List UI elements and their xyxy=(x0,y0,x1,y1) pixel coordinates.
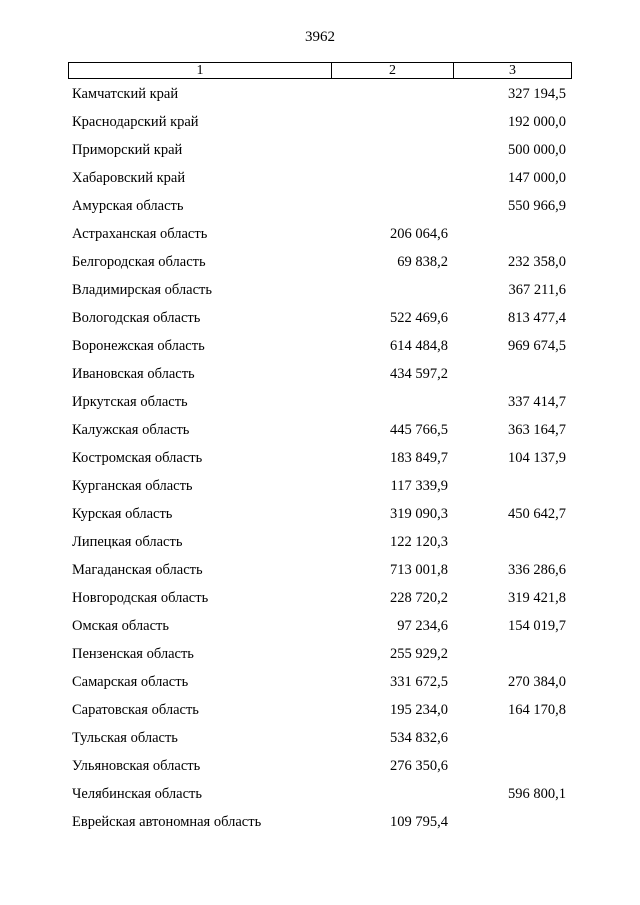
region-name: Еврейская автономная область xyxy=(72,814,262,830)
region-name: Липецкая область xyxy=(72,534,183,550)
table-row xyxy=(0,810,640,838)
table-row xyxy=(0,334,640,362)
value-column-2: 195 234,0 xyxy=(390,702,448,718)
region-name: Воронежская область xyxy=(72,338,205,354)
value-column-3: 270 384,0 xyxy=(508,674,566,690)
value-column-3: 104 137,9 xyxy=(508,450,566,466)
value-column-3: 154 019,7 xyxy=(508,618,566,634)
table-row xyxy=(0,782,640,810)
value-column-2: 276 350,6 xyxy=(390,758,448,774)
column-header-1: 1 xyxy=(69,63,332,79)
column-header-3: 3 xyxy=(454,63,572,79)
value-column-3: 336 286,6 xyxy=(508,562,566,578)
table-row xyxy=(0,614,640,642)
value-column-2: 319 090,3 xyxy=(390,506,448,522)
table-row xyxy=(0,446,640,474)
value-column-3: 337 414,7 xyxy=(508,394,566,410)
region-name: Приморский край xyxy=(72,142,183,158)
table-row xyxy=(0,418,640,446)
value-column-2: 614 484,8 xyxy=(390,338,448,354)
region-name: Курганская область xyxy=(72,478,193,494)
region-name: Омская область xyxy=(72,618,169,634)
value-column-3: 319 421,8 xyxy=(508,590,566,606)
table-row xyxy=(0,642,640,670)
table-row xyxy=(0,670,640,698)
value-column-2: 117 339,9 xyxy=(390,478,448,494)
table-row xyxy=(0,754,640,782)
table-row xyxy=(0,222,640,250)
value-column-3: 232 358,0 xyxy=(508,254,566,270)
value-column-2: 122 120,3 xyxy=(390,534,448,550)
value-column-3: 327 194,5 xyxy=(508,86,566,102)
table-row xyxy=(0,390,640,418)
value-column-3: 367 211,6 xyxy=(508,282,566,298)
table-row xyxy=(0,138,640,166)
region-name: Вологодская область xyxy=(72,310,201,326)
value-column-3: 500 000,0 xyxy=(508,142,566,158)
table-row xyxy=(0,82,640,110)
region-name: Магаданская область xyxy=(72,562,203,578)
value-column-3: 550 966,9 xyxy=(508,198,566,214)
region-name: Новгородская область xyxy=(72,590,209,606)
value-column-2: 97 234,6 xyxy=(397,618,448,634)
region-name: Тульская область xyxy=(72,730,178,746)
page-number: 3962 xyxy=(305,29,335,45)
region-name: Амурская область xyxy=(72,198,184,214)
value-column-2: 109 795,4 xyxy=(390,814,448,830)
value-column-2: 331 672,5 xyxy=(390,674,448,690)
region-name: Курская область xyxy=(72,506,173,522)
value-column-3: 192 000,0 xyxy=(508,114,566,130)
table-row xyxy=(0,726,640,754)
value-column-2: 713 001,8 xyxy=(390,562,448,578)
region-name: Иркутская область xyxy=(72,394,188,410)
table-row xyxy=(0,530,640,558)
table-row xyxy=(0,558,640,586)
value-column-2: 69 838,2 xyxy=(397,254,448,270)
region-name: Саратовская область xyxy=(72,702,199,718)
table-row xyxy=(0,110,640,138)
region-name: Костромская область xyxy=(72,450,203,466)
value-column-3: 363 164,7 xyxy=(508,422,566,438)
region-name: Калужская область xyxy=(72,422,190,438)
table-row xyxy=(0,586,640,614)
region-name: Челябинская область xyxy=(72,786,202,802)
value-column-2: 228 720,2 xyxy=(390,590,448,606)
region-name: Пензенская область xyxy=(72,646,194,662)
region-name: Астраханская область xyxy=(72,226,208,242)
value-column-3: 164 170,8 xyxy=(508,702,566,718)
table-row xyxy=(0,278,640,306)
value-column-3: 450 642,7 xyxy=(508,506,566,522)
region-name: Самарская область xyxy=(72,674,189,690)
region-name: Ивановская область xyxy=(72,366,195,382)
table-row xyxy=(0,194,640,222)
value-column-2: 206 064,6 xyxy=(390,226,448,242)
value-column-3: 813 477,4 xyxy=(508,310,566,326)
column-header-2: 2 xyxy=(332,63,454,79)
region-name: Ульяновская область xyxy=(72,758,201,774)
table-row xyxy=(0,362,640,390)
column-header-table xyxy=(68,62,572,79)
region-name: Белгородская область xyxy=(72,254,206,270)
value-column-3: 969 674,5 xyxy=(508,338,566,354)
table-row xyxy=(0,166,640,194)
table-row xyxy=(0,250,640,278)
value-column-2: 534 832,6 xyxy=(390,730,448,746)
value-column-2: 183 849,7 xyxy=(390,450,448,466)
value-column-2: 434 597,2 xyxy=(390,366,448,382)
table-row xyxy=(0,698,640,726)
region-name: Камчатский край xyxy=(72,86,179,102)
value-column-3: 596 800,1 xyxy=(508,786,566,802)
column-header-row xyxy=(69,63,572,79)
region-name: Краснодарский край xyxy=(72,114,199,130)
value-column-2: 255 929,2 xyxy=(390,646,448,662)
region-name: Владимирская область xyxy=(72,282,212,298)
table-row xyxy=(0,306,640,334)
value-column-2: 445 766,5 xyxy=(390,422,448,438)
table-row xyxy=(0,502,640,530)
value-column-2: 522 469,6 xyxy=(390,310,448,326)
table-row xyxy=(0,474,640,502)
region-name: Хабаровский край xyxy=(72,170,186,186)
value-column-3: 147 000,0 xyxy=(508,170,566,186)
table-body xyxy=(0,82,640,838)
